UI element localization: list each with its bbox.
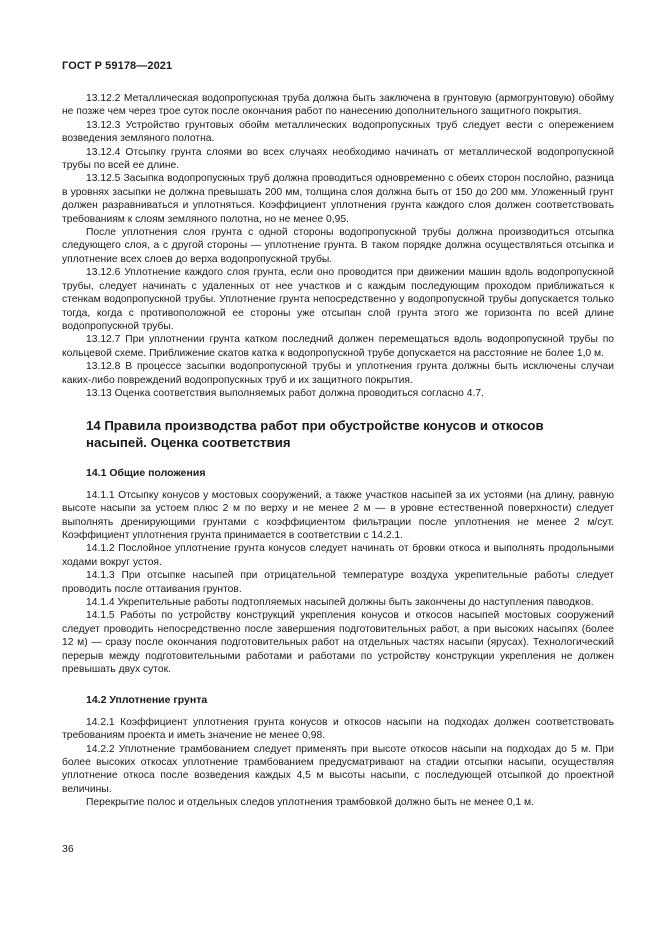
paragraph-13-12-2: 13.12.2 Металлическая водопропускная труба должна быть заключена в грунтовую (армогрунтовую) обойму не позже чем через трое суток после окончания работ по нанесению дополнительного защитного покрытия. bbox=[62, 93, 614, 118]
paragraph-14-1-4: 14.1.4 Укрепительные работы подтопляемых насыпей должны быть закончены до наступления паводков. bbox=[86, 597, 594, 608]
paragraph-14-2-2-cont: Перекрытие полос и отдельных следов уплотнения трамбовкой должно быть не менее 0,1 м. bbox=[86, 797, 534, 809]
paragraph-13-12-5: 13.12.5 Засыпка водопропускных труб должна проводиться одновременно с обеих сторон послойно, разница в уровнях засыпки не должна превышать 200 мм, толщина слоя должна быть от 150 до 200 мм. Уложенный грунт должен разравниваться и уплотняться. Коэффициент уплотнения грунта каждого слоя должен соответствовать требованиям к слоям земляного полотна, но не менее 0,95. bbox=[62, 173, 614, 225]
page-content bbox=[62, 92, 614, 810]
page-number: 36 bbox=[62, 843, 74, 855]
paragraph-13-12-5-cont: После уплотнения слоя грунта с одной стороны водопропускной трубы должна производиться отсыпка следующего слоя, а с другой стороны — уплотнение грунта. В таком порядке должна осуществляться отсыпка и уплотнение всех слоев до верха водопропускной трубы. bbox=[62, 227, 614, 265]
section-14-heading: 14 Правила производства работ при обустройстве конусов и откосов насыпей. Оценка соответствия bbox=[86, 418, 544, 450]
paragraph-14-2-2: 14.2.2 Уплотнение трамбованием следует применять при высоте откосов насыпи на подходах до 5 м. При более высоких откосах уплотнение трамбованием предусматривают на стадии отсыпки насыпи, осуществляя уплотнение откоса после возведения каждых 4,5 м высоты насыпи, с последующей отсыпкой до проектной величины. bbox=[62, 743, 614, 795]
paragraph-14-1-5: 14.1.5 Работы по устройству конструкций укрепления конусов и откосов насыпей мостовых сооружений следует проводить непосредственно после завершения подготовительных работ, а при высоких насыпях (более 12 м) — сразу после окончания подготовительных работ на отдельных частях насыпи (ярусах). Технологический перерыв между подготовительными работами и работами по устройству конструкции укрепления не должен превышать двух суток. bbox=[62, 610, 614, 676]
subsection-14-1-heading: 14.1 Общие положения bbox=[86, 467, 206, 480]
paragraph-14-1-2: 14.1.2 Послойное уплотнение грунта конусов следует начинать от бровки откоса и выполнять продольными ходами вокруг устоя. bbox=[62, 543, 614, 568]
paragraph-13-12-4: 13.12.4 Отсыпку грунта слоями во всех случаях необходимо начинать от металлической водопропускной трубы по всей ее длине. bbox=[62, 146, 614, 172]
paragraph-14-1-1: 14.1.1 Отсыпку конусов у мостовых сооружений, а также участков насыпей за их устоями (на длину, равную высоте насыпи за устоем плюс 2 м по верху и не менее 2 м — в уровне естественной поверхности) следует выполнять дренирующими грунтами с коэффициентом фильтрации после уплотнения не менее 2 м/сут. Коэффициент уплотнения грунта принимается в соответствии с 14.2.1. bbox=[62, 489, 614, 541]
paragraph-13-12-6: 13.12.6 Уплотнение каждого слоя грунта, если оно проводится при движении машин вдоль водопропускной трубы, следует начинать с удаленных от нее участков и с каждым последующим проходом приближаться к стенкам водопропускной трубы. Уплотнение грунта непосредственно у водопропускной трубы допускается только тогда, когда с противоположной ее стороны уже отсыпан слой грунта этого же горизонта по всей длине водопропускной трубы. bbox=[62, 267, 614, 332]
paragraph-13-12-8: 13.12.8 В процессе засыпки водопропускной трубы и уплотнения грунта должны быть исключены случаи каких-либо повреждений водопропускных труб и их защитного покрытия. bbox=[62, 361, 614, 386]
paragraph-13-12-7: 13.12.7 При уплотнении грунта катком последний должен перемещаться вдоль водопропускной трубы по кольцевой схеме. Приближение скатов катка к водопропускной трубе допускается на расстояние не более 1,0 м. bbox=[62, 334, 614, 359]
subsection-14-2-heading: 14.2 Уплотнение грунта bbox=[86, 694, 208, 707]
document-header: ГОСТ Р 59178—2021 bbox=[62, 60, 173, 72]
paragraph-14-1-3: 14.1.3 При отсыпке насыпей при отрицательной температуре воздуха укрепительные работы следует проводить после оттаивания грунтов. bbox=[62, 570, 614, 595]
paragraph-13-12-3: 13.12.3 Устройство грунтовых обойм металлических водопропускных труб следует вести с опережением возведения земляного полотна. bbox=[62, 119, 614, 145]
paragraph-14-2-1: 14.2.1 Коэффициент уплотнения грунта конусов и откосов насыпи на подходах должен соответствовать требованиям проекта и иметь значение не менее 0,98. bbox=[62, 716, 614, 742]
paragraph-13-13: 13.13 Оценка соответствия выполняемых работ должна проводиться согласно 4.7. bbox=[86, 387, 484, 399]
